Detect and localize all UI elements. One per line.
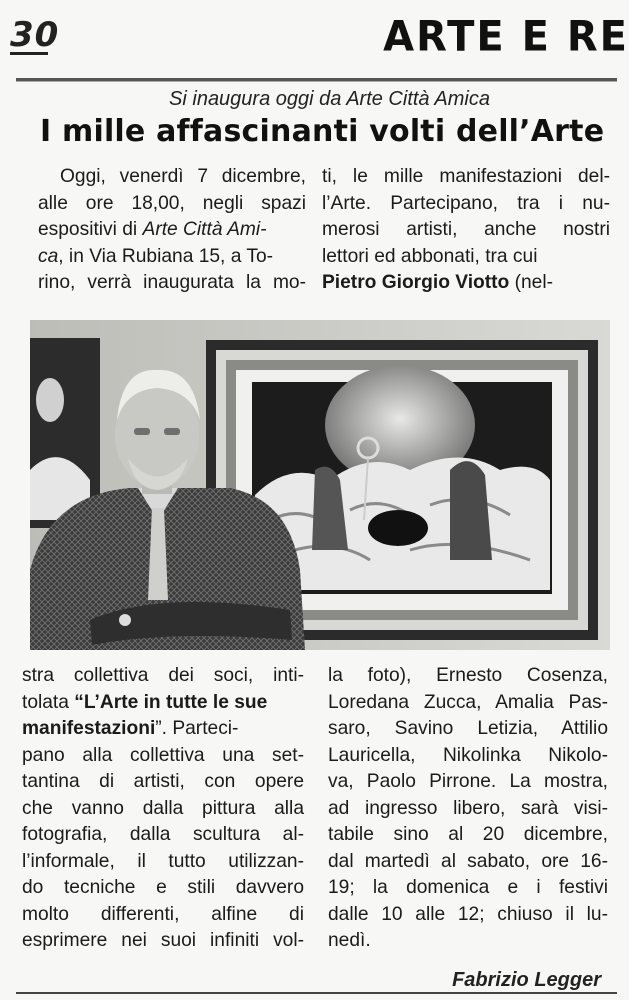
text-line: tabile sino al 20 dicembre, <box>328 824 608 845</box>
text-line: tantina di artisti, con opere <box>22 771 304 792</box>
text-line: 19; la domenica e i festivi <box>328 877 608 898</box>
author-byline: Fabrizio Legger <box>452 969 601 991</box>
text-line: Pietro Giorgio Viotto (nel- <box>322 272 553 293</box>
text-line: manifestazioni”. Parteci- <box>22 718 239 739</box>
text-line: ad ingresso libero, sarà visi- <box>328 797 608 819</box>
text-line: fotografia, dalla scultura al- <box>22 824 304 845</box>
text-line: do tecniche e stili davvero <box>22 877 304 898</box>
text-line: molto differenti, alfine di <box>22 903 304 925</box>
text-line: Oggi, venerdì 7 dicembre, <box>60 166 306 187</box>
text-line: dalle 10 alle 12; chiuso il lu- <box>328 903 608 925</box>
article-headline: I mille affascinanti volti dell’Arte <box>40 114 605 149</box>
text-line: dal martedì al sabato, ore 16- <box>328 850 608 872</box>
text-line: rino, verrà inaugurata la mo- <box>38 272 306 293</box>
text-line: alle ore 18,00, negli spazi <box>38 192 306 214</box>
text-line: tolata “L’Arte in tutte le sue <box>22 691 268 713</box>
text-line: Lauricella, Nikolinka Nikolo- <box>328 744 608 766</box>
text-column-2 <box>322 164 610 297</box>
text-line: stra collettiva dei soci, inti- <box>22 665 304 686</box>
text-line: la foto), Ernesto Cosenza, <box>328 665 608 686</box>
text-line: ti, le mille manifestazioni del- <box>322 166 610 187</box>
text-line: pano alla collettiva una set- <box>22 744 304 766</box>
article-kicker: Si inaugura oggi da Arte Città Amica <box>169 88 490 110</box>
footer-rule <box>16 992 617 994</box>
text-line: che vanno dalla pittura alla <box>22 797 304 819</box>
text-line: merosi artisti, anche nostri <box>322 219 610 240</box>
text-line: lettori ed abbonati, tra cui <box>322 245 538 267</box>
text-line: l’Arte. Partecipano, tra i nu- <box>322 192 610 214</box>
text-column-3 <box>22 663 304 955</box>
text-line: nedì. <box>328 930 371 951</box>
text-column-4 <box>328 663 608 955</box>
section-title: ARTE E RE <box>383 12 629 62</box>
text-line: ca, in Via Rubiana 15, a To- <box>38 245 274 267</box>
text-line: va, Paolo Pirrone. La mostra, <box>328 771 608 792</box>
text-line: l’informale, il tutto utilizzan- <box>22 850 304 872</box>
text-line: esprimere nei suoi infiniti vol- <box>22 930 304 951</box>
text-line: saro, Savino Letizia, Attilio <box>328 718 608 739</box>
text-column-1 <box>38 164 306 297</box>
text-line: espositivi di Arte Città Ami- <box>38 219 267 240</box>
header-rule <box>16 78 617 82</box>
page-number: 30 <box>10 15 60 55</box>
text-line: Loredana Zucca, Amalia Pas- <box>328 691 608 713</box>
article-photo <box>30 320 610 650</box>
